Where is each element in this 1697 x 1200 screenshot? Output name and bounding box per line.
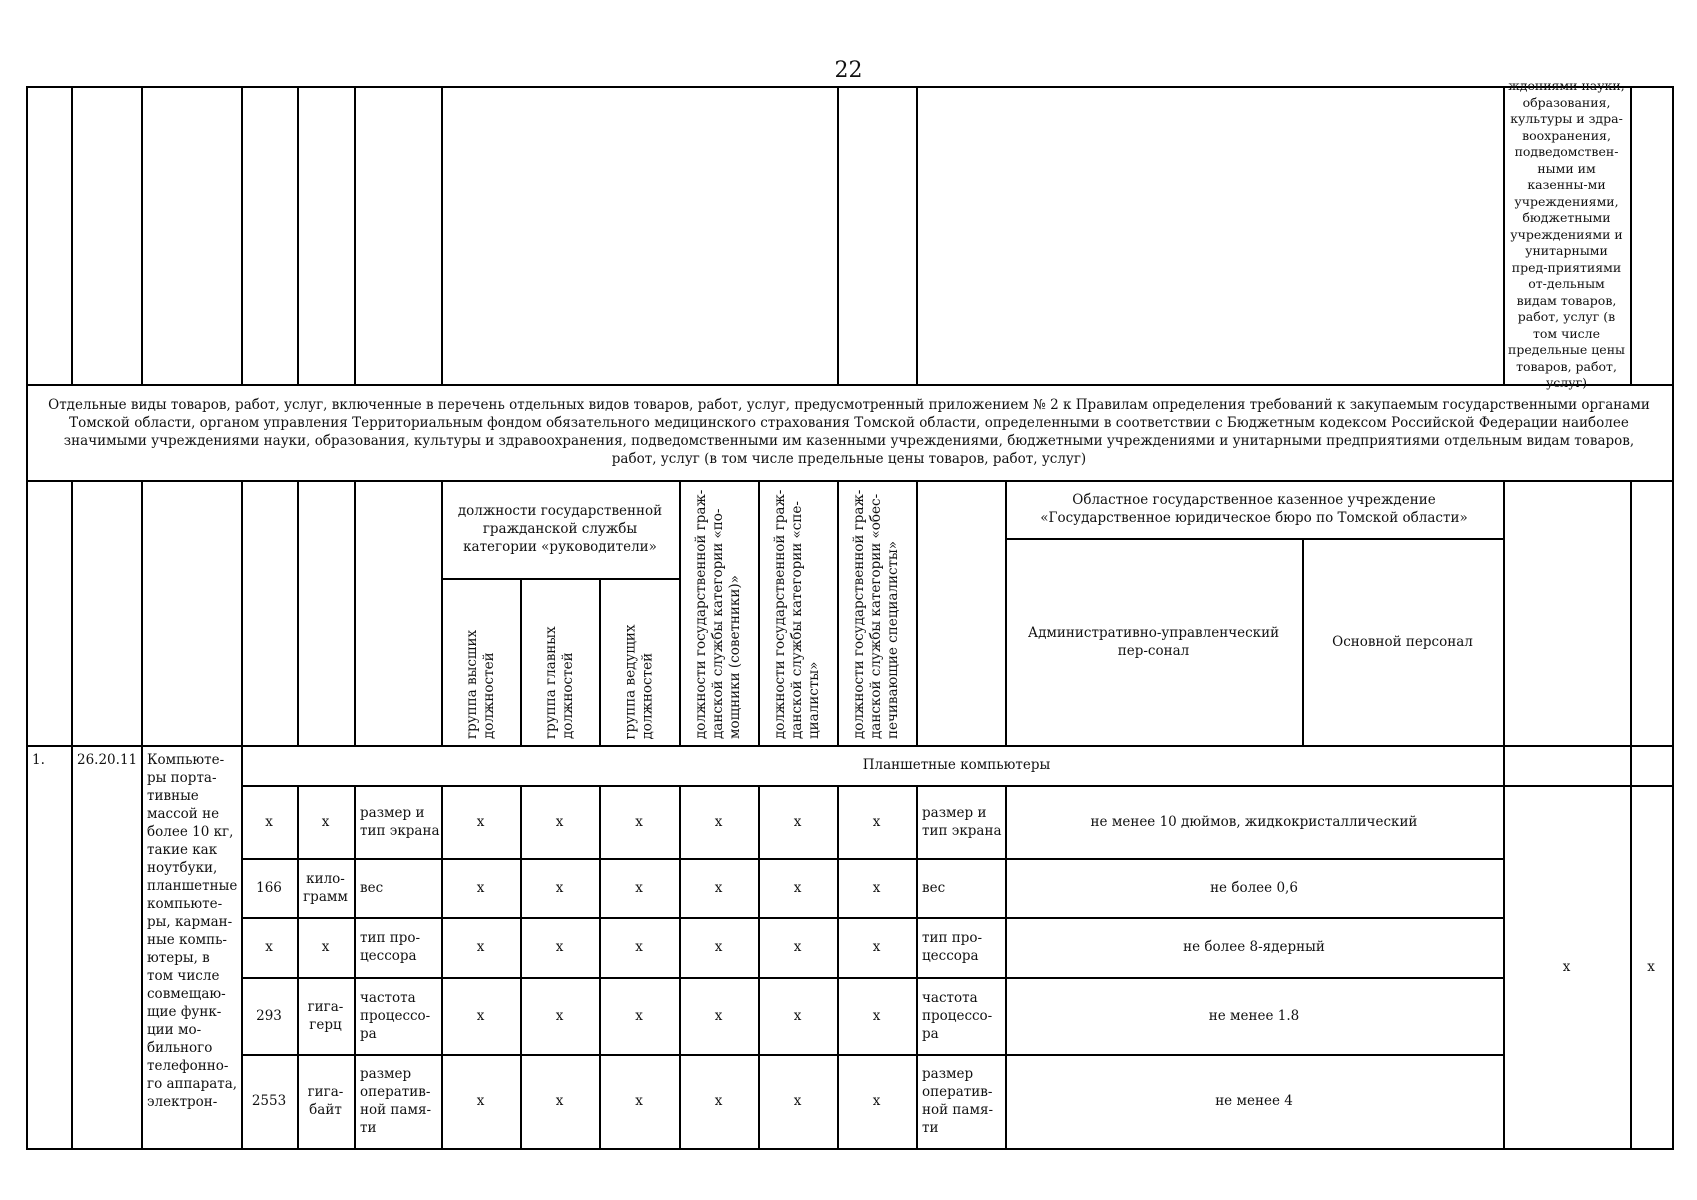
row-characteristic-2-text: частота процессо-ра: [922, 989, 993, 1042]
row-value: [758, 785, 837, 858]
item-price-col-text: x: [1562, 958, 1571, 975]
table-rule: [141, 86, 143, 384]
row-characteristic-text: размер и тип экрана: [360, 804, 440, 839]
row-value-text: x: [714, 1007, 723, 1024]
row-value-text: x: [476, 1093, 485, 1109]
section-heading: [40, 384, 1658, 480]
row-value: [520, 785, 599, 858]
table-rule: [916, 480, 918, 745]
row-requirement: [1005, 917, 1503, 977]
row-value-text: x: [872, 939, 881, 955]
row-value: [679, 785, 758, 858]
header-leading: группа ведущих должностей: [622, 623, 655, 739]
row-unit-code: [241, 858, 297, 917]
row-value-text: x: [793, 1093, 802, 1109]
page-number: 22: [834, 58, 863, 83]
item-code: [71, 745, 141, 785]
row-value: [837, 858, 916, 917]
table-rule: [1672, 480, 1674, 745]
header-main-staff-text: Основной персонал: [1332, 633, 1473, 650]
table-rule: [1630, 480, 1632, 745]
item-note-col: [1630, 785, 1672, 1148]
row-value: [599, 1054, 679, 1148]
header-leaders-group-text: должности государственной гражданской службы категории «руководители»: [457, 503, 663, 555]
row-value-text: x: [555, 813, 564, 830]
row-value: [679, 858, 758, 917]
table-rule: [441, 480, 443, 745]
row-requirement: [1005, 1054, 1503, 1148]
row-requirement-text: не менее 1.8: [1208, 1007, 1300, 1024]
row-characteristic-2: [916, 917, 1005, 977]
row-value: [758, 858, 837, 917]
table-rule: [1672, 745, 1674, 1148]
row-value: [599, 977, 679, 1054]
header-leaders-group: [445, 480, 675, 578]
table-rule: [1302, 538, 1304, 745]
table-rule: [141, 480, 143, 745]
row-characteristic: [354, 917, 441, 977]
table-rule: [441, 578, 681, 580]
row-value-text: x: [793, 813, 802, 830]
row-value-text: x: [714, 1093, 723, 1109]
table-rule: [1005, 480, 1007, 745]
row-unit-code: [241, 785, 297, 858]
row-value-text: x: [872, 879, 881, 896]
row-value-text: x: [555, 1007, 564, 1024]
header-institution: [1013, 480, 1495, 538]
row-characteristic-2: [916, 785, 1005, 858]
row-characteristic-2-text: вес: [922, 879, 946, 896]
row-value: [837, 785, 916, 858]
row-value: [520, 1054, 599, 1148]
row-requirement-text: не более 0,6: [1210, 879, 1298, 896]
table-rule: [1503, 86, 1505, 384]
table-rule: [26, 745, 28, 1148]
header-main-staff: [1310, 538, 1495, 745]
row-unit-name-text: гига-герц: [307, 998, 344, 1033]
row-value: [599, 785, 679, 858]
row-value: [441, 1054, 520, 1148]
row-characteristic-text: размер оператив-ной памя-ти: [360, 1066, 432, 1136]
row-value: [837, 917, 916, 977]
row-requirement-text: не более 8-ядерный: [1183, 939, 1325, 955]
row-unit-code-text: x: [265, 813, 273, 830]
row-value-text: x: [635, 879, 643, 896]
row-value: [599, 858, 679, 917]
table-rule: [26, 384, 28, 480]
row-value: [441, 858, 520, 917]
item-description-text: Компьюте-ры порта-тивные массой не более 10 кг, такие как ноутбуки, планшетные компьюте-ры, карман-ные компь-ютеры, в том числе совмещаю-щие функ-ции мо-бильного телефонно-го аппарата, электрон-: [147, 752, 238, 1110]
row-value-text: x: [635, 1007, 643, 1024]
row-characteristic-2: [916, 1054, 1005, 1148]
row-requirement: [1005, 977, 1503, 1054]
row-value: [679, 917, 758, 977]
header-support: должности государственной граж-данской службы категории «обес-печивающие специалисты»: [851, 489, 901, 739]
row-characteristic: [354, 858, 441, 917]
row-value: [837, 1054, 916, 1148]
row-value-text: x: [793, 939, 802, 955]
row-value-text: x: [635, 1093, 643, 1109]
row-value: [599, 917, 679, 977]
table-rule: [26, 86, 1674, 88]
row-value-text: x: [476, 1007, 485, 1024]
item-number: [26, 745, 71, 785]
row-requirement-text: не менее 4: [1215, 1093, 1293, 1109]
row-value-text: x: [714, 939, 723, 955]
row-value: [679, 1054, 758, 1148]
header-specialists: должности государственной граж-данской службы категории «спе-циалисты»: [772, 489, 822, 739]
item-subtitle-text: Планшетные компьютеры: [862, 757, 1051, 773]
table-rule: [758, 480, 760, 745]
row-unit-name: [297, 1054, 354, 1148]
row-value-text: x: [635, 939, 643, 955]
row-characteristic-text: тип про-цессора: [360, 930, 421, 964]
item-description: [141, 745, 241, 1148]
table-rule: [520, 578, 522, 745]
row-value-text: x: [714, 879, 723, 896]
row-unit-code-text: 166: [256, 879, 282, 896]
table-rule: [297, 480, 299, 745]
row-value-text: x: [635, 813, 643, 830]
item-price-col: [1503, 785, 1630, 1148]
row-value: [758, 1054, 837, 1148]
row-value: [520, 977, 599, 1054]
row-value: [679, 977, 758, 1054]
table-rule: [26, 480, 28, 745]
row-characteristic-2-text: размер и тип экрана: [922, 804, 1002, 839]
table-rule: [26, 1148, 1674, 1150]
table-rule: [354, 86, 356, 384]
header-institution-text: Областное государственное казенное учреждение «Государственное юридическое бюро по Томской области»: [1040, 492, 1468, 526]
row-characteristic-text: вес: [360, 879, 384, 896]
row-value-text: x: [555, 1093, 564, 1109]
item-number-text: 1.: [32, 752, 45, 768]
item-code-text: 26.20.11: [77, 752, 138, 768]
row-requirement: [1005, 785, 1503, 858]
row-value-text: x: [476, 939, 485, 955]
row-value: [520, 858, 599, 917]
row-value-text: x: [476, 813, 485, 830]
continuation-note: [1507, 78, 1626, 391]
row-characteristic-2-text: размер оператив-ной памя-ти: [922, 1066, 994, 1136]
row-characteristic: [354, 977, 441, 1054]
header-main: группа главных должностей: [542, 626, 576, 739]
row-value: [758, 917, 837, 977]
row-unit-code: [241, 917, 297, 977]
table-rule: [599, 578, 601, 745]
table-rule: [354, 480, 356, 745]
section-heading-text: Отдельные виды товаров, работ, услуг, включенные в перечень отдельных видов товаров, работ, услуг, предусмотренный приложением № 2 к Правилам определения требований к закупаемым государственными органами Томской области, органом управления Территориальным фондом обязательного медицинского страхования Томской области, определенными в соответствии с Бюджетным кодексом Российской Федерации наиболее значимыми учреждениями науки, образования, культуры и здравоохранения, подведомственными им казенными учреждениями, бюджетными учреждениями и унитарными предприятиями отдельным видам товаров, работ, услуг (в том числе предельные цены товаров, работ, услуг): [48, 397, 1650, 467]
row-unit-code-text: 293: [256, 1007, 282, 1024]
row-unit-name: [297, 858, 354, 917]
item-subtitle: [241, 745, 1672, 785]
row-value-text: x: [872, 813, 881, 830]
row-value-text: x: [872, 1007, 881, 1024]
table-rule: [71, 86, 73, 384]
continuation-note-text: ждениями науки, образования, культуры и здра-воохранения, подведомствен-ными им казенны-ми учреждениями, бюджетными учреждениями и унитарными пред-приятиями от-дельным видам товаров, работ, услуг (в том числе предельные цены товаров, работ, услуг): [1508, 78, 1625, 391]
table-rule: [1672, 86, 1674, 384]
row-value-text: x: [476, 879, 485, 896]
row-value-text: x: [872, 1093, 881, 1109]
table-rule: [241, 86, 243, 384]
table-rule: [441, 86, 443, 384]
row-value-text: x: [714, 813, 723, 830]
row-unit-code-text: 2553: [251, 1093, 287, 1109]
row-value: [441, 785, 520, 858]
table-rule: [916, 86, 918, 384]
row-unit-name: [297, 977, 354, 1054]
table-rule: [837, 86, 839, 384]
table-rule: [297, 86, 299, 384]
row-value-text: x: [793, 879, 802, 896]
row-unit-name: [297, 917, 354, 977]
row-characteristic-2: [916, 858, 1005, 917]
row-value: [837, 977, 916, 1054]
item-note-col-text: x: [1647, 958, 1655, 975]
row-unit-name-text: x: [321, 813, 330, 830]
row-characteristic-2: [916, 977, 1005, 1054]
row-unit-name-text: гига-байт: [307, 1084, 344, 1118]
table-rule: [679, 480, 681, 745]
row-unit-code-text: x: [265, 939, 273, 955]
header-assistants: должности государственной граж-данской службы категории «по-мощники (советники)»: [693, 489, 743, 739]
table-rule: [241, 480, 243, 745]
row-requirement-text: не менее 10 дюймов, жидкокристаллический: [1090, 813, 1418, 830]
row-unit-code: [241, 1054, 297, 1148]
row-characteristic-text: частота процессо-ра: [360, 989, 431, 1042]
table-rule: [71, 480, 73, 745]
header-admin-staff-text: Административно-управленческий пер-сонал: [1027, 624, 1280, 659]
table-rule: [1630, 86, 1632, 384]
row-value: [441, 917, 520, 977]
row-value-text: x: [555, 939, 564, 955]
table-rule: [71, 745, 73, 1148]
table-rule: [1672, 384, 1674, 480]
header-highest: группа высших должностей: [463, 629, 497, 739]
row-unit-name: [297, 785, 354, 858]
header-admin-staff: [1013, 538, 1294, 745]
row-unit-name-text: x: [321, 939, 330, 955]
row-characteristic-2-text: тип про-цессора: [922, 930, 983, 964]
row-characteristic: [354, 1054, 441, 1148]
row-requirement: [1005, 858, 1503, 917]
row-value-text: x: [793, 1007, 802, 1024]
row-value: [758, 977, 837, 1054]
row-characteristic: [354, 785, 441, 858]
table-rule: [1503, 480, 1505, 745]
table-rule: [26, 86, 28, 384]
row-value: [441, 977, 520, 1054]
row-value: [520, 917, 599, 977]
row-value-text: x: [555, 879, 564, 896]
row-unit-name-text: кило-грамм: [303, 870, 348, 905]
row-unit-code: [241, 977, 297, 1054]
table-rule: [837, 480, 839, 745]
